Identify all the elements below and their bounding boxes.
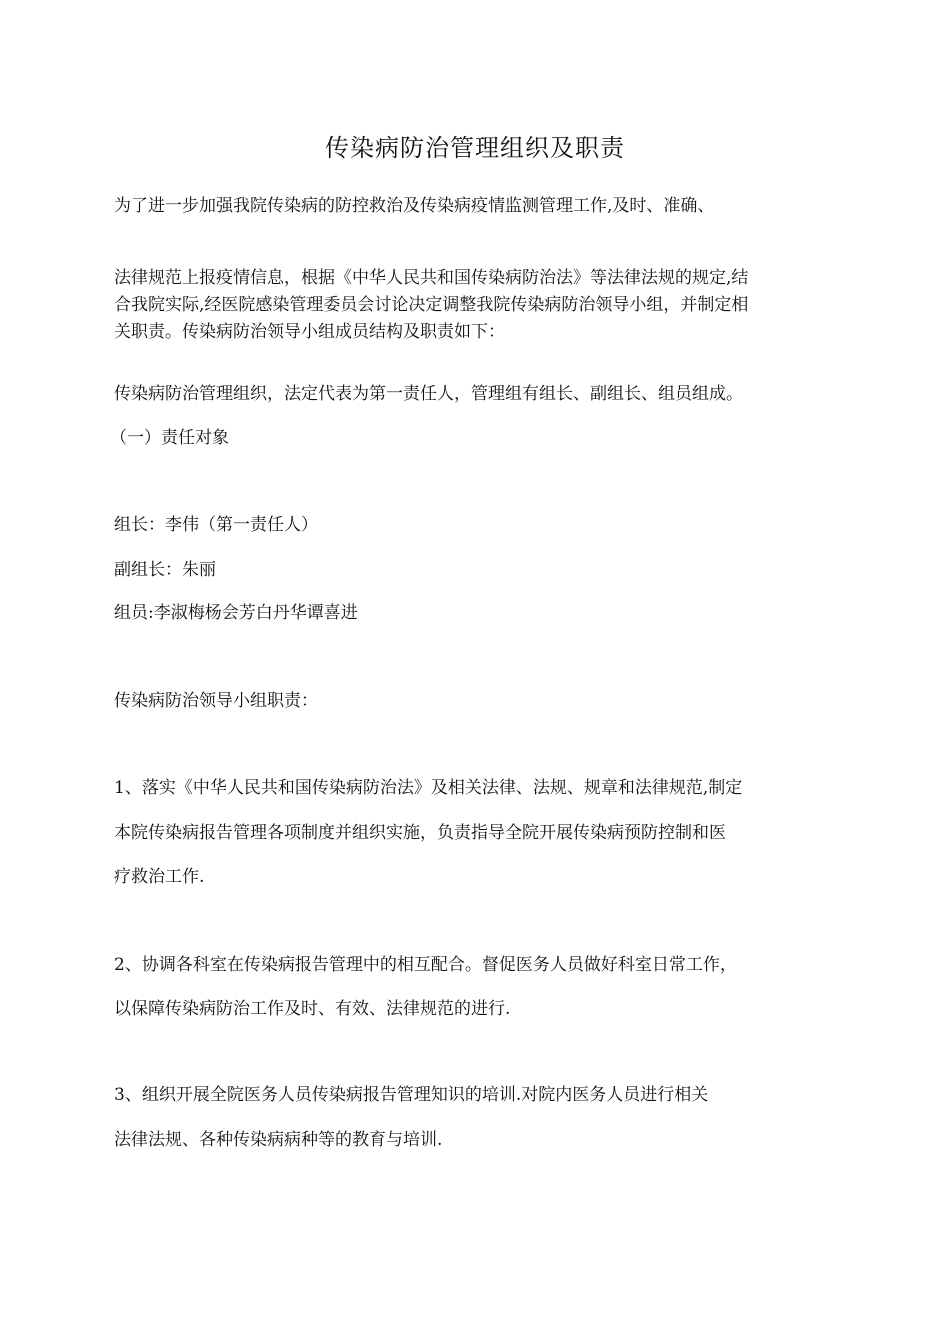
group-leader: 组长：李伟（第一责任人）: [114, 515, 318, 535]
deputy-group-leader: 副组长：朱丽: [114, 560, 216, 580]
duty-item-1-line-1: 1、落实《中华人民共和国传染病防治法》及相关法律、法规、规章和法律规范,制定: [114, 778, 743, 798]
group-members: 组员:李淑梅杨会芳白丹华谭喜进: [114, 603, 358, 623]
intro-paragraph-line-3: 合我院实际,经医院感染管理委员会讨论决定调整我院传染病防治领导小组，并制定相: [114, 295, 749, 315]
duty-item-3-line-1: 3、组织开展全院医务人员传染病报告管理知识的培训.对院内医务人员进行相关: [114, 1085, 709, 1105]
duty-item-2-line-1: 2、协调各科室在传染病报告管理中的相互配合。督促医务人员做好科室日常工作，: [114, 955, 737, 975]
duty-item-3-line-2: 法律法规、各种传染病病种等的教育与培训.: [114, 1130, 443, 1150]
duty-item-2-line-2: 以保障传染病防治工作及时、有效、法律规范的进行.: [114, 999, 511, 1019]
responsibility-subheading: （一）责任对象: [110, 428, 229, 448]
intro-paragraph-line-2: 法律规范上报疫情信息，根据《中华人民共和国传染病防治法》等法律法规的规定,结: [114, 268, 749, 288]
duties-heading: 传染病防治领导小组职责：: [114, 691, 318, 711]
document-title: 传染病防治管理组织及职责: [325, 134, 625, 162]
organization-statement: 传染病防治管理组织，法定代表为第一责任人，管理组有组长、副组长、组员组成。: [114, 384, 743, 404]
intro-paragraph-line-1: 为了进一步加强我院传染病的防控救治及传染病疫情监测管理工作,及时、准确、: [114, 196, 715, 216]
intro-paragraph-line-4: 关职责。传染病防治领导小组成员结构及职责如下：: [114, 322, 505, 342]
duty-item-1-line-3: 疗救治工作.: [114, 867, 205, 887]
duty-item-1-line-2: 本院传染病报告管理各项制度并组织实施，负责指导全院开展传染病预防控制和医: [114, 823, 726, 843]
